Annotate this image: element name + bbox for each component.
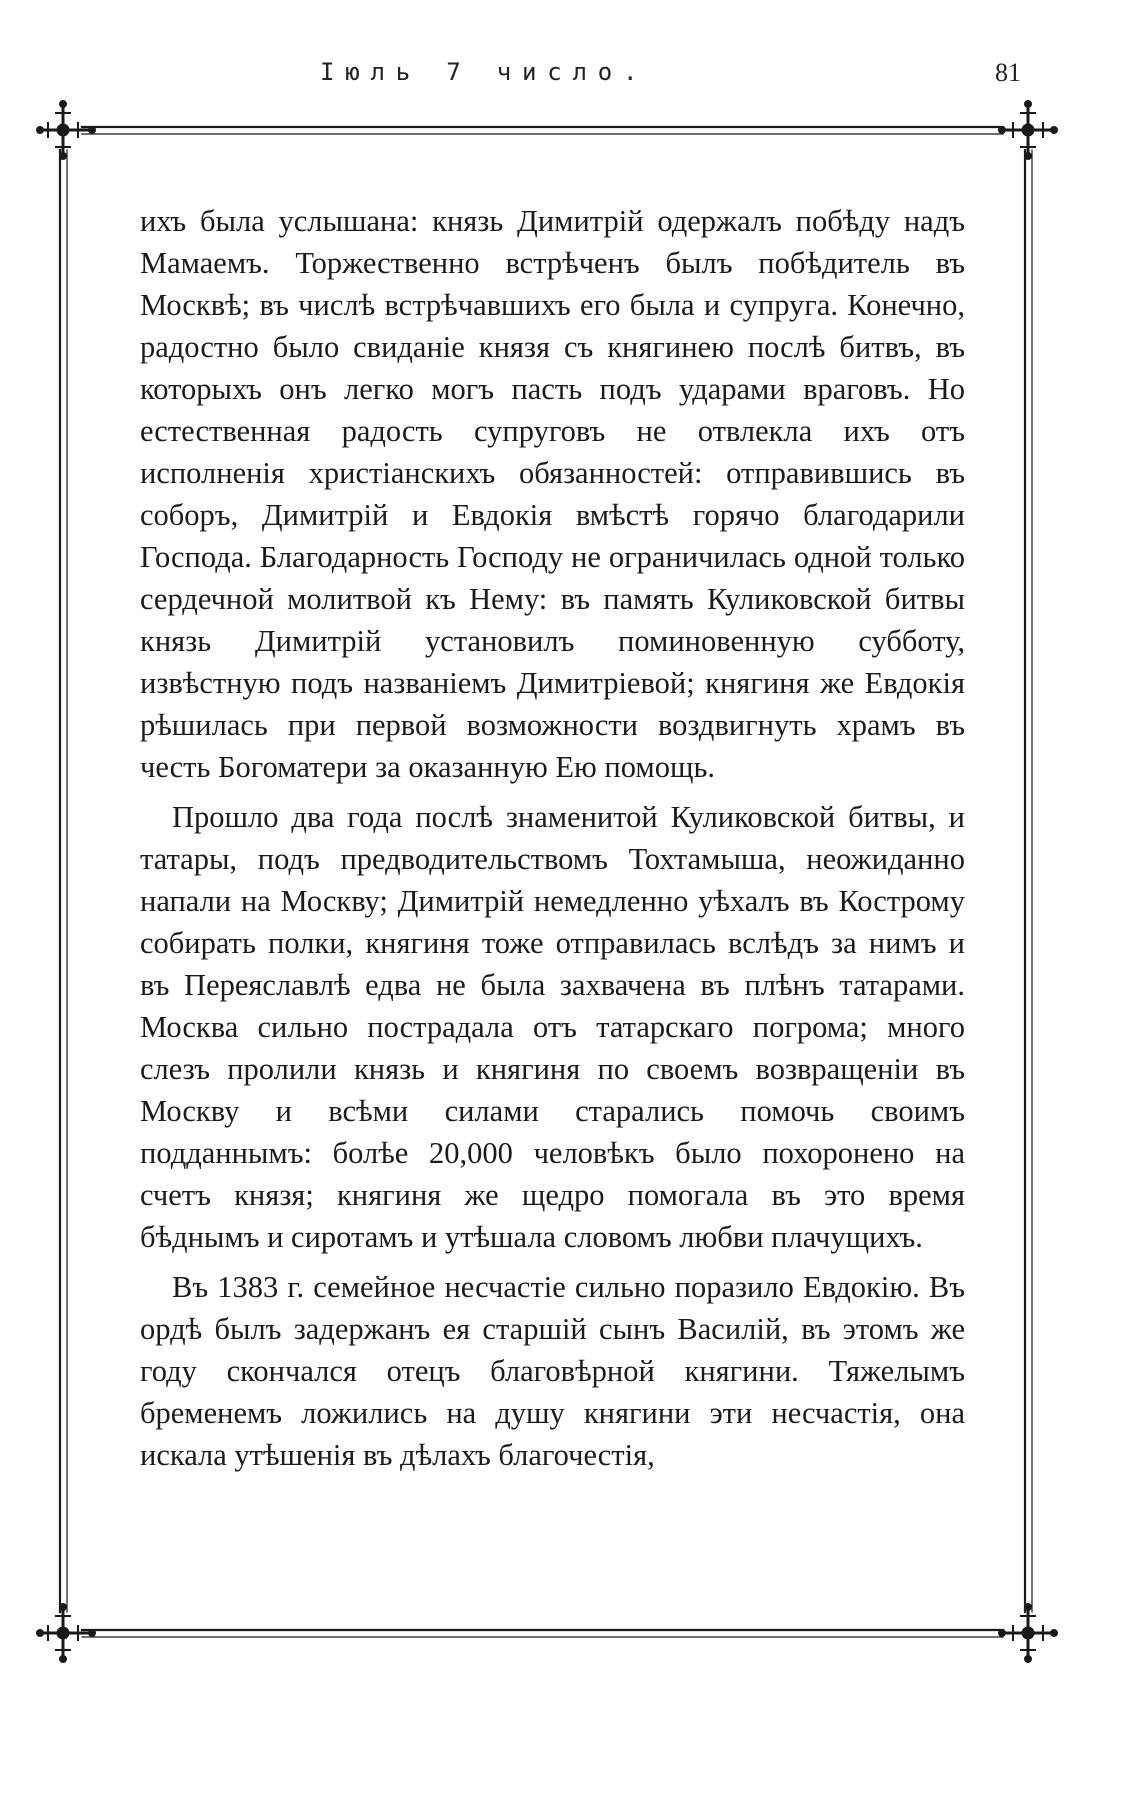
paragraph-3: Въ 1383 г. семейное несчастіе сильно поразило Евдокію. Въ ордѣ былъ задержанъ ея старшій сынъ Василій, въ этомъ же году скончался отецъ благовѣрной княгини. Тяжелымъ бременемъ ложились на душу княгини эти несчастія, она искала утѣшенія въ дѣлахъ благочестія, [140,1270,965,1472]
corner-ornament-bottom-right [999,1604,1058,1663]
corner-ornament-top-left [37,101,96,160]
running-title: Іюль 7 число. [320,58,649,86]
paragraph-1: ихъ была услышана: князь Димитрій одержалъ побѣду надъ Мамаемъ. Торжественно встрѣченъ былъ побѣдитель въ Москвѣ; въ числѣ встрѣчавшихъ его была и супруга. Конечно, радостно было свиданіе князя съ княгинею послѣ битвъ, въ которыхъ онъ легко могъ пасть подъ ударами враговъ. Но естественная радость супруговъ не отвлекла ихъ отъ исполненія христіанскихъ обязанностей: отправившись въ соборъ, Димитрій и Евдокія вмѣстѣ горячо благодарили Господа. Благодарность Господу не ограничилась одной только сердечной молитвой къ Нему: въ память Куликовской битвы князь Димитрій установилъ поминовенную субботу, извѣстную подъ названіемъ Димитріевой; княгиня же Евдокія рѣшилась при первой возможности воздвигнуть храмъ въ честь Богоматери за оказанную Ею помощь. [140,204,965,784]
paragraph-2: Прошло два года послѣ знаменитой Куликовской битвы, и татары, подъ предводительствомъ Тохтамыша, неожиданно напали на Москву; Димитрій немедленно уѣхалъ въ Кострому собирать полки, княгиня тоже отправилась вслѣдъ за нимъ и въ Переяславлѣ едва не была захвачена въ плѣнъ татарами. Москва сильно пострадала отъ татарскаго погрома; много слезъ пролили князь и княгиня по своемъ возвращеніи въ Москву и всѣми силами старались помочь своимъ подданнымъ: болѣе 20,000 человѣкъ было похоронено на счетъ князя; княгиня же щедро помогала въ это время бѣднымъ и сиротамъ и утѣшала словомъ любви плачущихъ. [140,800,965,1254]
corner-ornament-bottom-left [37,1604,96,1663]
body-text [140,200,965,1484]
page-number: 81 [995,58,1021,87]
corner-ornament-top-right [999,101,1058,160]
